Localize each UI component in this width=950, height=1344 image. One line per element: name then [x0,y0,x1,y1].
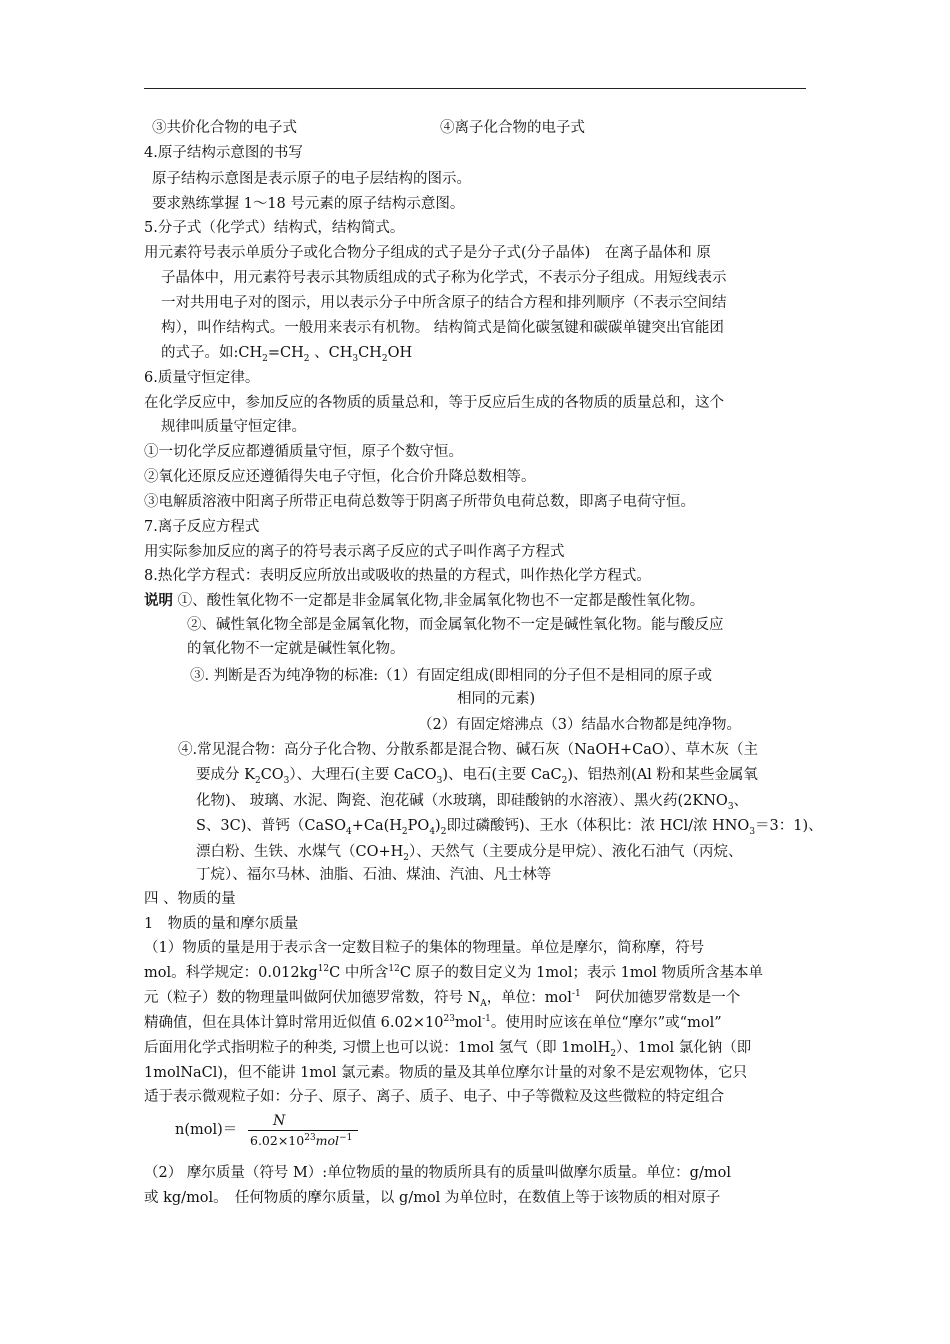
formula-lhs: n(mol)＝ [175,1122,238,1138]
section-heading: 8.热化学方程式：表明反应所放出或吸收的热量的方程式，叫作热化学方程式。 [144,568,651,584]
text-line: ③. 判断是否为纯净物的标准:（1）有固定组成(即相同的分子但不是相同的原子或 [190,668,712,684]
text-line: mol。科学规定：$0.012kg^{12}C$ 中所含$^{12}$C 原子的数目定义为 1mol；表示 1mol 物质所含基本单 [144,964,764,981]
text-line: 化物)、 玻璃、水泥、陶瓷、泡花碱（水玻璃，即硅酸钠的水溶液）、黑火药($2KNO_3$、 [196,793,749,812]
text-line: 的式子。如$:CH_2=CH_2$ 、$CH_3CH_2OH$ [161,345,413,364]
fraction-bar [248,1130,358,1131]
section-heading: 4.原子结构示意图的书写 [144,145,303,161]
text-line: （2）有固定熔沸点（3）结晶水合物都是纯净物。 [418,717,741,733]
formula-numerator: N [273,1113,286,1129]
text-line: 构），叫作结构式。一般用来表示有机物。 结构简式是简化碳氢键和碳碳单键突出官能团 [161,320,724,336]
text-line: 丁烷）、福尔马林、油脂、石油、煤油、汽油、凡士林等 [196,867,552,883]
section-heading: 1 物质的量和摩尔质量 [144,916,299,932]
text-line: 规律叫质量守恒定律。 [161,419,306,435]
text-line: ②、碱性氧化物全部是金属氧化物，而金属氧化物不一定是碱性氧化物。能与酸反应 [187,617,724,633]
text-line: ④.常见混合物：高分子化合物、分散系都是混合物、碱石灰（NaOH+CaO）、草木灰（主 [178,742,758,758]
text-line: 要求熟练掌握 1～18 号元素的原子结构示意图。 [152,196,465,212]
section-heading: 6.质量守恒定律。 [144,370,260,386]
text-line: 1molNaCl)，但不能讲 1mol 氯元素。物质的量及其单位摩尔计量的对象不是宏观物体，它只 [144,1065,748,1081]
text-line: 适于表示微观粒子如：分子、原子、离子、质子、电子、中子等微粒及这些微粒的特定组合 [144,1089,724,1105]
text-line: 在化学反应中，参加反应的各物质的质量总和，等于反应后生成的各物质的质量总和，这个 [144,395,724,411]
section-heading: 四 、物质的量 [144,891,236,907]
text-line: ④离子化合物的电子式 [440,120,585,136]
text-line: 一对共用电子对的图示，用以表示分子中所含原子的结合方程和排列顺序（不表示空间结 [161,295,727,311]
formula-denominator: $6.02\times 10^{23}mol^{-1}$ [250,1132,353,1148]
text-line: S、3C)、普钙（$CaSO_4+Ca(H_2PO_4)_2$即过磷酸钙)、王水（体积比：浓 HCl/浓 $HNO_3=3$：1)、 [196,818,823,837]
text-line: 精确值，但在具体计算时常用近似值 $6.02\times 10^{23}mol^{-1}$。使用时应该在单位“摩尔”或“mol” [144,1014,722,1031]
text-line: ③共价化合物的电子式 [152,120,297,136]
header-rule [144,88,806,89]
text-line: 的氧化物不一定就是碱性氧化物。 [187,641,405,657]
text-line: ①一切化学反应都遵循质量守恒，原子个数守恒。 [144,444,463,460]
text-line: 说明 ①、酸性氧化物不一定都是非金属氧化物,非金属氧化物也不一定都是酸性氧化物。 [144,592,705,609]
section-heading: 7.离子反应方程式 [144,519,260,535]
text-line: 用元素符号表示单质分子或化合物分子组成的式子是分子式(分子晶体) 在离子晶体和 原 [144,245,711,261]
text-line: 相同的元素) [457,691,536,707]
text-line: 子晶体中，用元素符号表示其物质组成的式子称为化学式，不表示分子组成。用短线表示 [161,270,727,286]
note-label: 说明 [144,592,173,609]
text-line: 或 kg/mol。 任何物质的摩尔质量，以 g/mol 为单位时，在数值上等于该物质的相对原子 [144,1190,721,1206]
text-line: 原子结构示意图是表示原子的电子层结构的图示。 [152,171,471,187]
text-line: 元（粒子）数的物理量叫做阿伏加德罗常数，符号 $N_A$，单位：mol$^{-1}$ 阿伏加德罗常数是一个 [144,989,741,1009]
text-line: ②氧化还原反应还遵循得失电子守恒，化合价升降总数相等。 [144,469,536,485]
text-line: 漂白粉、生铁、水煤气$(CO+H_2)$、天然气（主要成分是甲烷）、液化石油气（丙烷、 [196,844,743,863]
section-heading: 5.分子式（化学式）结构式，结构简式。 [144,220,405,236]
text-line: （2） 摩尔质量（符号 M）:单位物质的量的物质所具有的质量叫做摩尔质量。单位：g/mol [144,1165,731,1181]
text-line: （1）物质的量是用于表示含一定数目粒子的集体的物理量。单位是摩尔，简称摩，符号 [144,940,705,956]
text-line: ③电解质溶液中阳离子所带正电荷总数等于阴离子所带负电荷总数，即离子电荷守恒。 [144,494,695,510]
text-line: 后面用化学式指明粒子的种类, 习惯上也可以说：1mol 氢气（即 1molH$_2$）、1mol 氯化钠（即 [144,1040,752,1059]
text-line: 用实际参加反应的离子的符号表示离子反应的式子叫作离子方程式 [144,544,565,560]
text-line: 要成分 $K_2CO_3$）、大理石(主要 CaCO$_3$)、电石(主要 CaC$_2$)、铝热剂(Al 粉和某些金属氧 [196,767,758,786]
